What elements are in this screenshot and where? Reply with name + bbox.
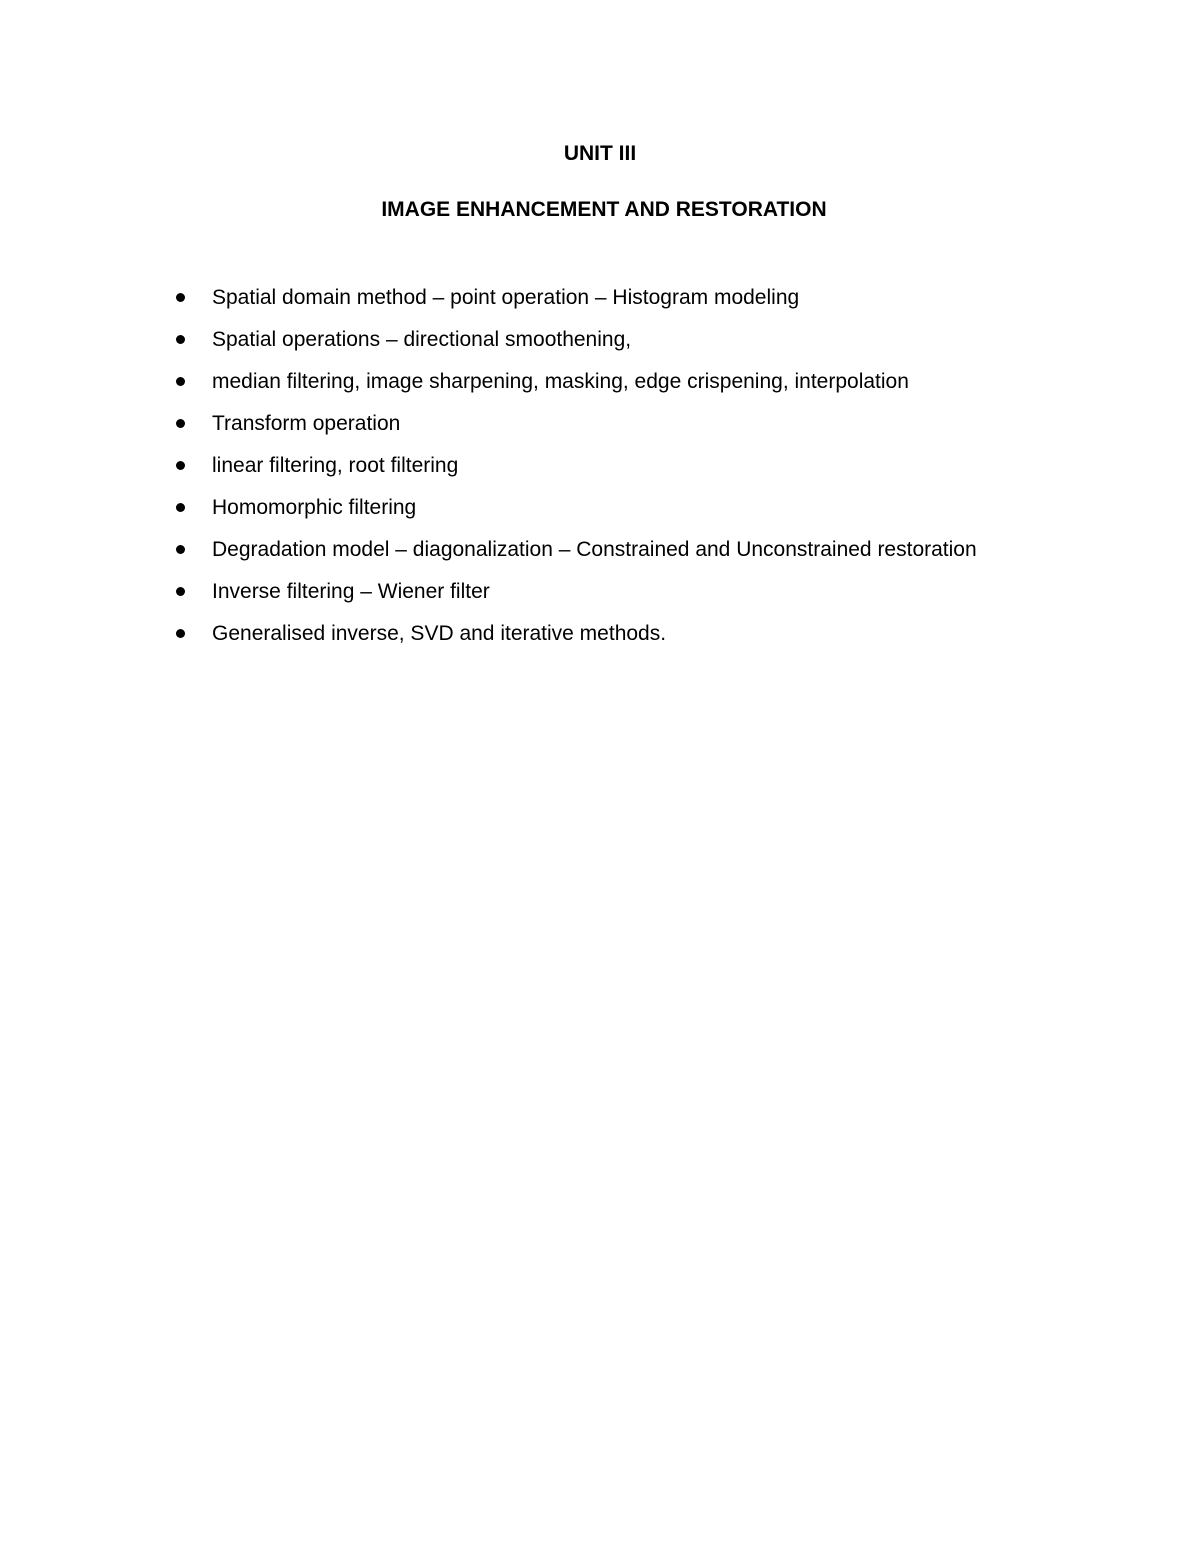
topic-item xyxy=(0,571,1059,613)
topic-item xyxy=(0,403,1059,445)
topic-item xyxy=(0,361,1059,403)
bullet-icon xyxy=(176,629,185,638)
topic-text: median filtering, image sharpening, masking, edge crispening, interpolation xyxy=(212,370,909,393)
bullet-icon xyxy=(176,419,185,428)
topic-text: Inverse filtering – Wiener filter xyxy=(212,580,490,603)
topic-text: Generalised inverse, SVD and iterative methods. xyxy=(212,622,667,645)
topic-list xyxy=(0,277,1059,655)
bullet-icon xyxy=(176,335,185,344)
topic-text: Spatial operations – directional smoothening, xyxy=(212,328,632,351)
topic-text: Homomorphic filtering xyxy=(212,496,417,519)
topic-item xyxy=(0,277,1059,319)
topic-text: linear filtering, root filtering xyxy=(212,454,459,477)
bullet-icon xyxy=(176,377,185,386)
topic-text: Spatial domain method – point operation – Histogram modeling xyxy=(212,286,800,309)
topic-item xyxy=(0,487,1059,529)
document-title: IMAGE ENHANCEMENT AND RESTORATION xyxy=(381,198,827,221)
bullet-icon xyxy=(176,503,185,512)
topic-item xyxy=(0,529,1059,571)
topic-item xyxy=(0,319,1059,361)
bullet-icon xyxy=(176,461,185,470)
bullet-icon xyxy=(176,545,185,554)
bullet-icon xyxy=(176,587,185,596)
topic-text: Transform operation xyxy=(212,412,401,435)
bullet-icon xyxy=(176,293,185,302)
topic-item xyxy=(0,445,1059,487)
unit-heading: UNIT III xyxy=(563,142,637,165)
topic-item xyxy=(0,613,1059,655)
topic-text: Degradation model – diagonalization – Constrained and Unconstrained restoration xyxy=(212,538,977,561)
